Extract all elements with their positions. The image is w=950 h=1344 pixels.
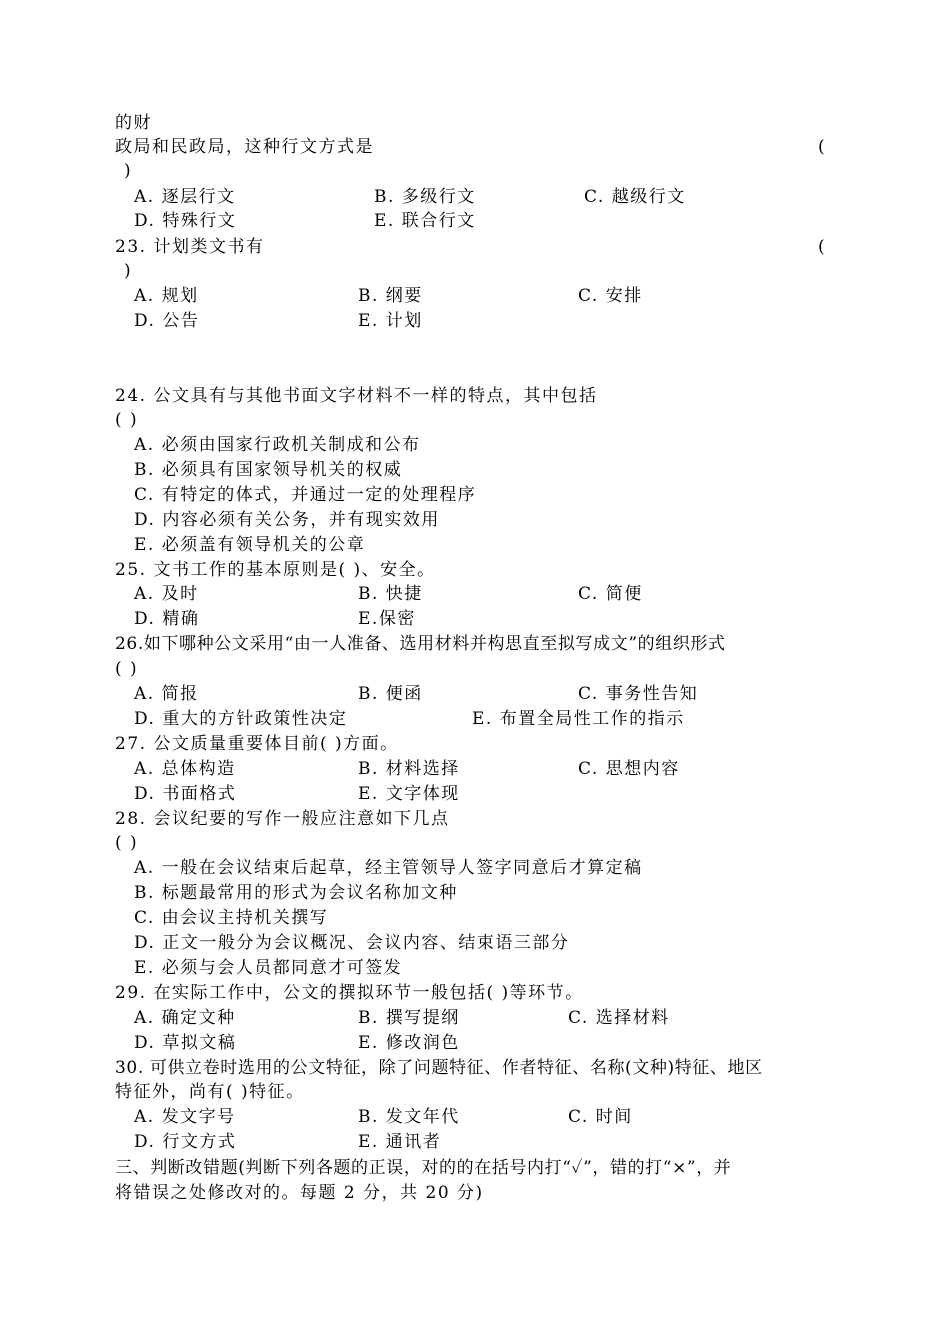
section-3-heading-line-2: 将错误之处修改对的。每题 2 分，共 20 分) xyxy=(115,1183,484,1203)
q26-option-b: B. 便函 xyxy=(358,684,423,704)
q27-option-b: B. 材料选择 xyxy=(358,759,460,779)
q28-option-b: B. 标题最常用的形式为会议名称加文种 xyxy=(134,883,458,903)
q23-option-d: D. 公告 xyxy=(134,311,200,331)
q22-option-e: E. 联合行文 xyxy=(374,211,476,231)
q24-option-b: B. 必须具有国家领导机关的权威 xyxy=(134,460,403,480)
q25-option-e: E.保密 xyxy=(358,609,416,629)
q25-option-c: C. 简便 xyxy=(578,584,643,604)
q26-answer-paren: ( ) xyxy=(115,659,139,679)
q22-stem-line-2: 政局和民政局，这种行文方式是 xyxy=(115,137,374,157)
q26-option-a: A. 简报 xyxy=(134,684,199,704)
q25-option-d: D. 精确 xyxy=(134,609,200,629)
q29-option-e: E. 修改润色 xyxy=(358,1033,460,1053)
q23-option-e: E. 计划 xyxy=(358,311,423,331)
q30-stem-line-1: 30. 可供立卷时选用的公文特征，除了问题特征、作者特征、名称(文种)特征、地区 xyxy=(115,1058,763,1078)
q28-answer-paren: ( ) xyxy=(115,833,139,853)
q23-option-c: C. 安排 xyxy=(578,286,643,306)
q29-option-a: A. 确定文种 xyxy=(134,1008,236,1028)
q24-option-d: D. 内容必须有关公务，并有现实效用 xyxy=(134,510,440,530)
q23-option-a: A. 规划 xyxy=(134,286,199,306)
q24-answer-paren: ( ) xyxy=(115,410,139,430)
q24-stem: 24. 公文具有与其他书面文字材料不一样的特点，其中包括 xyxy=(115,386,598,406)
q22-answer-paren-open: ( xyxy=(818,137,827,157)
q22-stem-line-1: 的财 xyxy=(115,113,152,133)
q30-option-b: B. 发文年代 xyxy=(358,1107,460,1127)
q25-option-a: A. 及时 xyxy=(134,584,199,604)
q28-option-a: A. 一般在会议结束后起草，经主管领导人签字同意后才算定稿 xyxy=(134,858,643,878)
q28-stem: 28. 会议纪要的写作一般应注意如下几点 xyxy=(115,809,450,829)
q28-option-c: C. 由会议主持机关撰写 xyxy=(134,908,329,928)
q24-option-a: A. 必须由国家行政机关制成和公布 xyxy=(134,435,421,455)
q26-option-c: C. 事务性告知 xyxy=(578,684,699,704)
q30-option-a: A. 发文字号 xyxy=(134,1107,236,1127)
q24-option-e: E. 必须盖有领导机关的公章 xyxy=(134,535,366,555)
q30-option-e: E. 通讯者 xyxy=(358,1132,442,1152)
q30-option-d: D. 行文方式 xyxy=(134,1132,237,1152)
q23-stem: 23. 计划类文书有 xyxy=(115,237,265,257)
q22-option-d: D. 特殊行文 xyxy=(134,211,237,231)
q27-stem: 27. 公文质量重要体目前( )方面。 xyxy=(115,734,399,754)
q27-option-d: D. 书面格式 xyxy=(134,784,237,804)
q25-stem: 25. 文书工作的基本原则是( )、安全。 xyxy=(115,560,436,580)
q26-option-d: D. 重大的方针政策性决定 xyxy=(134,709,348,729)
q23-answer-paren-close: ) xyxy=(124,261,133,281)
q27-option-c: C. 思想内容 xyxy=(578,759,680,779)
q23-answer-paren-open: ( xyxy=(818,237,827,257)
q30-option-c: C. 时间 xyxy=(568,1107,633,1127)
q30-stem-line-2: 特征外，尚有( )特征。 xyxy=(115,1082,305,1102)
q29-stem: 29. 在实际工作中，公文的撰拟环节一般包括( )等环节。 xyxy=(115,983,584,1003)
q22-option-c: C. 越级行文 xyxy=(584,187,686,207)
q24-option-c: C. 有特定的体式，并通过一定的处理程序 xyxy=(134,485,477,505)
q26-stem: 26.如下哪种公文采用“由一人准备、选用材料并构思直至拟写成文”的组织形式 xyxy=(115,634,726,654)
q27-option-a: A. 总体构造 xyxy=(134,759,236,779)
q23-option-b: B. 纲要 xyxy=(358,286,423,306)
q26-option-e: E. 布置全局性工作的指示 xyxy=(472,709,685,729)
q27-option-e: E. 文字体现 xyxy=(358,784,460,804)
section-3-heading-line-1: 三、判断改错题(判断下列各题的正误，对的的在括号内打“✓”，错的打“×”，并 xyxy=(115,1158,732,1178)
q29-option-d: D. 草拟文稿 xyxy=(134,1033,237,1053)
q25-option-b: B. 快捷 xyxy=(358,584,423,604)
q28-option-d: D. 正文一般分为会议概况、会议内容、结束语三部分 xyxy=(134,933,570,953)
q22-option-a: A. 逐层行文 xyxy=(134,187,236,207)
q29-option-b: B. 撰写提纲 xyxy=(358,1008,460,1028)
q22-option-b: B. 多级行文 xyxy=(374,187,476,207)
q22-answer-paren-close: ) xyxy=(124,161,133,181)
q29-option-c: C. 选择材料 xyxy=(568,1008,670,1028)
q28-option-e: E. 必须与会人员都同意才可签发 xyxy=(134,958,403,978)
